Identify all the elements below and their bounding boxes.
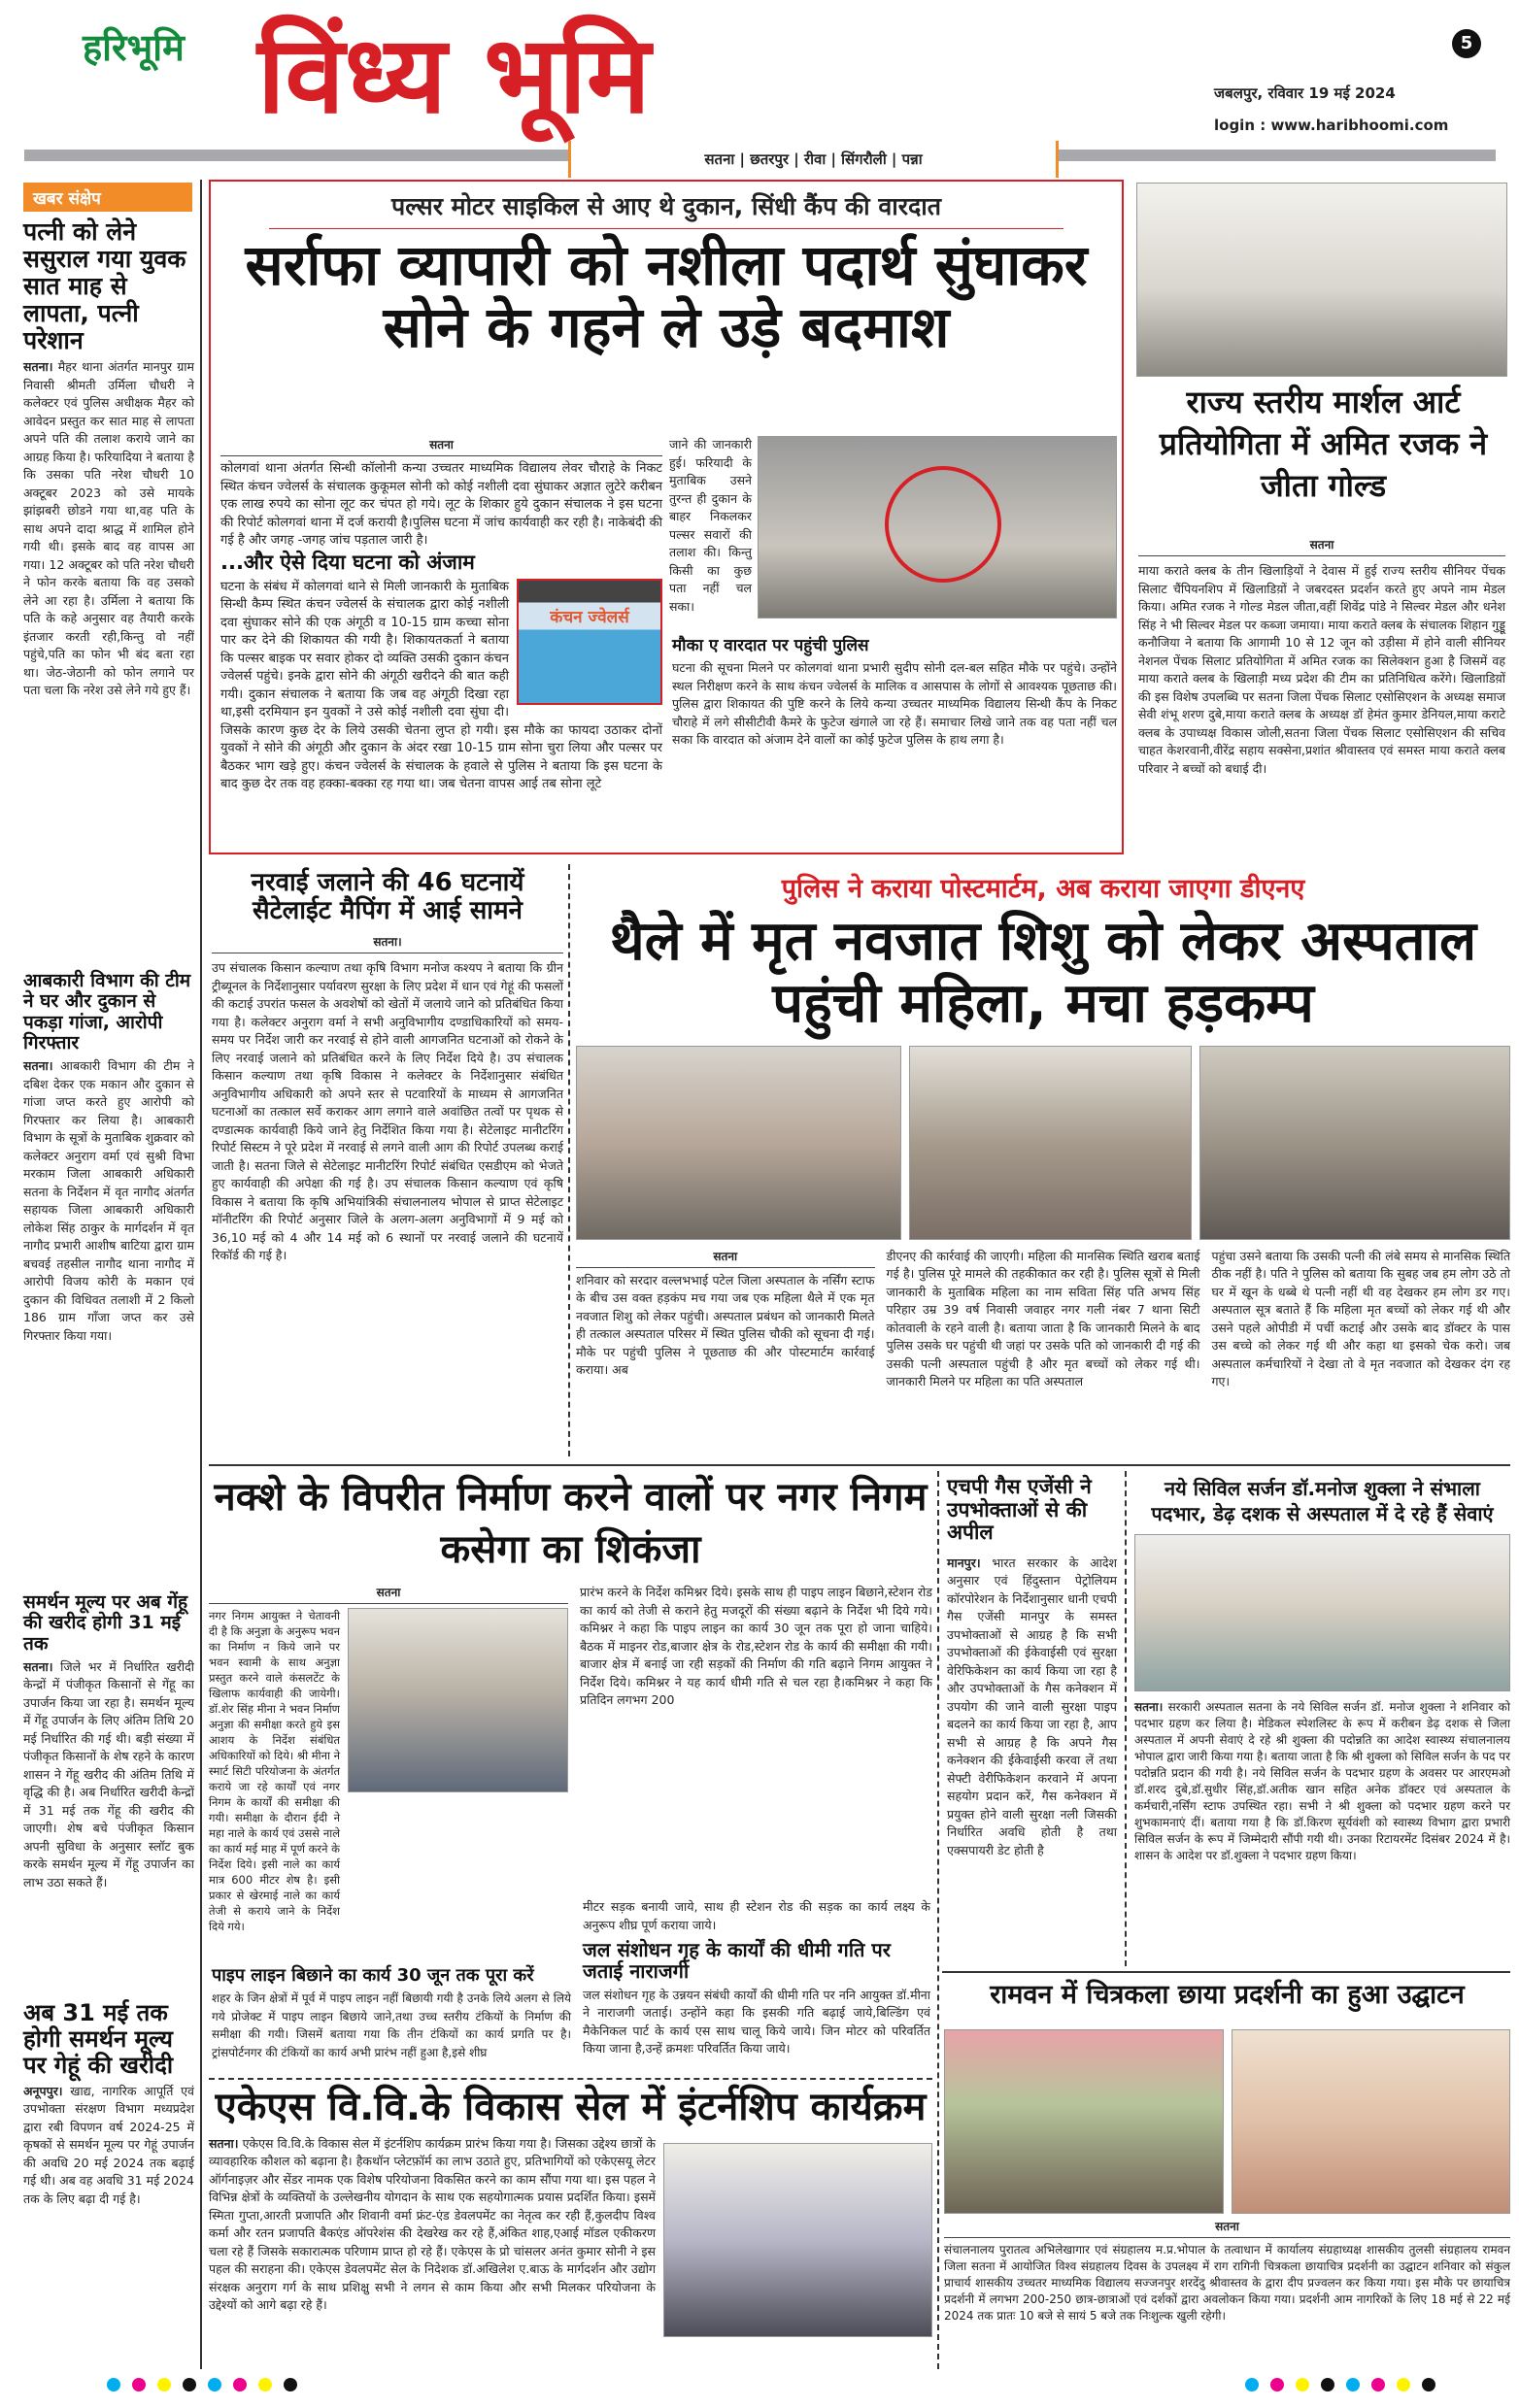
color-dot <box>107 2378 120 2391</box>
story-body: माया कराते क्लब के तीन खिलाड़ियों ने देवास में हुई राज्य स्तरीय सीनियर पेंचक सिलाट चैंपियनशिप में खिलाडिय़ों ने जबरदस्त प्रदर्शन करते हुए अपने नाम मेडल किया। अमित रजक ने गोल्ड मेडल जीता,वहीं शिवेंद्र पांडे ने सिल्वर मेडल और धनेश सिंह ने भी सिल्वर मेडल पर कब्जा जमाया। माया कराते क्लब के संचालक शिहान गुड्डू कनौजिया ने बताया कि आगामी 10 से 12 जून को उड़ीसा में होने वाली सीनियर नेशनल पेंचक सिलाट प्रतियोगिता में अमित रजक का सिलेक्शन हुआ है जिसमें वह माया कराते क्लब के खिलाड़ी मध्य प्रदेश की टीम का प्रतिनिधित्व करेंगे। खिलाडिय़ों की इस विशेष उपलब्धि पर सतना जिला पेंचक सिलाट एसोसिएशन के अध्यक्ष समाज सेवी शंभू शरण दुबे,माया कराते क्लब के अध्यक्ष डॉ हेमंत कुमार डेनियल,माया कराटे क्लब के उपाध्यक्ष विकास जोली,सतना जिला पेंचक सिलाट एसोसिएशन की सचिव चाहत केशरवानी,वीरेंद्र सहाय सक्सेना,प्रशांत श्रीवास्तव एवं समस्त माया कराते क्लब परिवार ने बच्चों को बधाई दी। <box>1138 563 1505 776</box>
headline: थैले में मृत नवजात शिशु को लेकर अस्पताल पहुंची महिला, मचा हड़कम्प <box>609 910 1477 1036</box>
section-rule <box>942 1971 1510 1973</box>
gas-story <box>947 1476 1117 1909</box>
dateline: सतना <box>220 436 662 456</box>
section-rule <box>209 2078 932 2080</box>
medal-winners-photo <box>1136 183 1507 377</box>
color-dot <box>1296 2378 1309 2391</box>
color-dot-group <box>107 2377 309 2395</box>
story-body: सरकारी अस्पताल सतना के नये सिविल सर्जन डॉ. मनोज शुक्ला ने शनिवार को पदभार ग्रहण कर लिया है। मेडिकल स्पेशलिस्ट के रूप में करीबन डेढ़ दशक से जिला अस्पताल में अपनी सेवाएं दे रहे श्री शुक्ला की पदोन्नति का आदेश स्वास्थ्य संचालनालय भोपाल द्वारा जारी किया गया है। बताया जाता है कि श्री शुक्ला को सिविल सर्जन के पद पर पदोन्नति प्रदान की गयी है। नये सिविल सर्जन के पदभार ग्रहण के अवसर पर आरएमओ डॉ.शरद दुबे,डॉ.सुधीर सिंह,डॉ.अतीक खान सहित अनेक डॉक्टर एवं अस्पताल के कर्मचारी,नर्सिंग स्टाफ उपस्थित रहा। सभी ने श्री शुक्ला को पदभार ग्रहण करने पर शुभकामनाएं दीं। बताया गया है कि डॉ.किरण सूर्यवंशी को स्वास्थ्य विभाग द्वारा प्रभारी सिविल सर्जन के रूप में जिम्मेदारी सौंपी गयी थी। उनका रिटायरमेंट दिसंबर 2024 में है। शासन के आदेश पर डॉ.शुक्ला ने पदभार ग्रहण किया। <box>1134 1700 1510 1862</box>
column-divider <box>200 180 202 2369</box>
headline: राज्य स्तरीय मार्शल आर्ट प्रतियोगिता में अमित रजक ने जीता गोल्ड <box>1159 384 1488 505</box>
dateline: सतना <box>1138 536 1505 556</box>
headline: पत्नी को लेने ससुराल गया युवक सात माह से लापता, पत्नी परेशान <box>23 217 186 354</box>
kicker: पुलिस ने कराया पोस्टमार्टम, अब कराया जाएगा डीएनए <box>781 874 1305 904</box>
headline: नये सिविल सर्जन डॉ.मनोज शुक्ला ने संभाला पदभार, डेढ़ दशक से अस्पताल में दे रहे हैं सेवाएं <box>1151 1477 1494 1525</box>
story-intro: कोलगवां थाना अंतर्गत सिन्धी कॉलोनी कन्या उच्चतर माध्यमिक विद्यालय लेवर चौराहे के निकट स्थित कंचन ज्वेलर्स के संचालक कुकूमल सोनी को कोई नशीली दवा सुंघाकर अज्ञात लुटेरे करीबन एक लाख रुपये का सोना लूट कर चंपत हो गये। लूट के शिकार हुये दुकान संचालक ने इस घटना की रिपोर्ट कोलगवां थाना में दर्ज करायी है।पुलिस घटना में जांच कार्यवाही कर रही है। नाकेबंदी की गई है और जगह -जगह जांच पड़ताल जारी है। <box>220 461 662 548</box>
city-list: सतना | छतरपुर | रीवा | सिंगरौली | पन्ना <box>568 141 1059 178</box>
subheadline: ...और ऐसे दिया घटना को अंजाम <box>220 551 475 574</box>
surgeon-photo <box>1134 1534 1510 1691</box>
story-body: संचालनालय पुरातत्व अभिलेखागार एवं संग्रहालय म.प्र.भोपाल के तत्वाधान में कार्यालय संग्रहाध्यक्ष शासकीय तुलसी संग्रहालय रामवन जिला सतना में आयोजित विश्व संग्रहालय दिवस के उपलक्ष्य में राग रागिनी चित्रकला छायाचित्र प्रदर्शनी का उद्घाटन शनिवार को संकुल प्राचार्य शासकीय उच्चतर माध्यमिक विद्यालय सज्जनपुर शरदेंदु श्रीवास्तव के द्वारा दीप प्रज्वलन कर किया गया। इस मौके पर छायाचित्र प्रदर्शनी में लगभग 200-250 छात्र-छात्राओं एवं दर्शकों द्वारा अवलोकन किया गया। प्रदर्शनी आम नागरिकों के लिए 18 मई से 22 मई 2024 तक प्रातः 10 बजे से सायं 5 बजे तक निःशुल्क खुली रहेगी। <box>944 2243 1510 2324</box>
registration-marks <box>107 2377 1447 2395</box>
brief-4 <box>23 2000 194 2296</box>
highlight-circle <box>885 466 1001 583</box>
newborn-story <box>576 869 1510 1459</box>
subheadline: पाइप लाइन बिछाने का कार्य 30 जून तक पूरा करें <box>212 1965 534 1986</box>
brief-2 <box>23 971 194 1560</box>
headline: अब 31 मई तक होगी समर्थन मूल्य पर गेहूं की खरीदी <box>23 1999 174 2079</box>
page-number: 5 <box>1452 29 1481 58</box>
color-dot-group <box>1245 2377 1447 2395</box>
headline: सर्राफा व्यापारी को नशीला पदार्थ सुंघाकर सोने के गहने ले उड़े बदमाश <box>245 232 1088 360</box>
headline: समर्थन मूल्य पर अब गेंहू की खरीद होगी 31 मई तक <box>23 1591 188 1655</box>
story-body: शहर के जिन क्षेत्रों में पूर्व में पाइप लाइन नहीं बिछायी गयी है उनके लिये अलग से लिये गये प्रोजेक्ट में पाइप लाइन बिछाये जाने,तथा उच्च स्तरीय टंकियों के निर्माण की समीक्षा की गयी। जिसमें बताया गया कि तीन टंकियों का कार्य प्रगति पर है। ट्रांसपोर्टनगर की टंकियों का कार्य अभी प्रारंभ नहीं हुआ है,इसे शीघ्र <box>212 1991 571 2059</box>
story-body-wrap <box>220 579 662 812</box>
subheadline: मौका ए वारदात पर पहुंची पुलिस <box>672 636 869 655</box>
story-body: जल संशोधन गृह के उन्नयन संबंधी कार्यों की धीमी गति पर ननि आयुक्त डॉ.मीना ने नाराजगी जताई। उन्होंने कहा कि इसकी गति बढ़ाई जाये,बिल्डिंग एवं मैकेनिकल पार्ट के कार्य एस साथ चालू किये जाये। जिन मोटर को परिवर्तित किया जाना है,उन्हें क्रमशः परिवर्तित किया जाये। <box>583 1987 930 2057</box>
story-body: घटना के संबंध में कोलगवां थाने से मिली जानकारी के मुताबिक सिन्धी कैम्प स्थित कंचन ज्वेलर्स के संचालक द्वारा कोई नशीली दवा सुंघाकर सोने की एक अंगूठी व 10-15 ग्राम कच्चा सोना पार कर देने की शिकायत की गयी है। शिकायतकर्ता ने बताया कि पल्सर बाइक पर सवार होकर दो व्यक्ति उसकी दुकान कंचन ज्वेलर्स पहुंचे। इनके द्वारा सोने की अंगूठी खरीदने की बात कही गयी। दुकान संचालक ने बताया कि जब वह अंगूठी दिखा रहा था,इसी दरमियान इन युवकों ने उसे कोई नशीली दवा सुंघा दी। जिसके कारण कुछ देर के लिये उसकी चेतना लुप्त हो गयी। इस मौके का फायदा उठाकर दोनों युवकों ने सोने की अंगूठी और दुकान के अंदर रखा 10-15 ग्राम सोना चुरा लिया और पल्सर पर बैठकर भाग खड़े हुए। कंचन ज्वेलर्स के संचालक के हवाले से पुलिस ने बताया कि इस घटना के बाद कुछ देर तक वह हक्का-बक्का रह गया था। जब चेतना वापस आई तब सोना लूटे <box>220 579 662 792</box>
color-dot <box>132 2378 146 2391</box>
story-body: एकेएस वि.वि.के विकास सेल में इंटर्नशिप कार्यक्रम प्रारंभ किया गया है। जिसका उद्देश्य छात्रों के व्यावहारिक कौशल को बढ़ाना है। हैकथॉन प्लेटफ़ॉर्म का लाभ उठाते हुए, प्रतिभागियों को एकेएसयू लेटर ऑर्गनाइज़र और सेंडर नामक एक विशेष परियोजना विकसित करने का काम सौंपा गया था। इस पहल ने विभिन्न क्षेत्रों के व्यक्तियों के उल्लेखनीय योगदान के साथ एक सहयोगात्मक प्रयास प्रदर्शित किया। इसमें स्मिता गुप्ता,आरती प्रजापति और शिवानी वर्मा फ्रंट-एंड डेवलपमेंट का नेतृत्व कर रही हैं,कुलदीप विश्व कर्मा और रतन प्रजापति बैकएंड ऑपरेशंस की देखरेख कर रहे हैं,अंकित शाह,एआई मॉडल एकीकरण चला रहे हैं जिसके सकारात्मक परिणाम प्राप्त हो रहे हैं। एकेएस के प्रो चांसलर अनंत कुमार सोनी ने इस पहल की सराहना की। एकेएस डेवलपमेंट सेल के निदेशक डॉ.अखिलेश ए.बाऊ के मार्गदर्शन और उद्योग संरक्षक अनुराग गर्ग के साथ प्रशिक्षु सभी ने लगन से काम किया और सभी मिलकर परियोजना के उद्देश्यों को आगे बढ़ा रहे हैं। <box>209 2135 656 2313</box>
dateline: सतना <box>944 2218 1510 2238</box>
dateline: सतना। <box>23 359 53 374</box>
color-dot <box>208 2378 221 2391</box>
color-dot <box>157 2378 171 2391</box>
brand-logo: हरिभूमि <box>83 26 185 69</box>
dateline: सतना <box>209 1584 568 1604</box>
color-dot <box>1371 2378 1385 2391</box>
stubble-story <box>212 869 563 1408</box>
story-body: खाद्य, नागरिक आपूर्ति एवं उपभोक्ता संरक्षण विभाग मध्यप्रदेश द्वारा रबी विपणन वर्ष 2024-25 में कृषकों से समर्थन मूल्य पर गेहूं उपार्जन की अवधि 20 मई 2024 तक बढ़ाई गई थी। अब वह अवधि 31 मई 2024 तक के लिए बढ़ा दी गई है। <box>23 2083 194 2206</box>
brief-3 <box>23 1592 194 1940</box>
color-dot <box>258 2378 272 2391</box>
kicker: पल्सर मोटर साइकिल से आए थे दुकान, सिंधी कैंप की वारदात <box>269 189 1063 229</box>
internship-story <box>209 2086 932 2351</box>
meeting-photo <box>348 1608 568 1792</box>
story-body: पहुंचा उसने बताया कि उसकी पत्नी की लंबे समय से मानसिक स्थिति ठीक नहीं है। पति ने पुलिस को बताया कि सुबह जब हम लोग उठे तो घर में खून के धब्बे थे पत्नी नहीं थी वह देखकर हम लोग डर गए। अस्पताल सूत्र बताते हैं कि महिला मृत बच्चों को लेकर गई थी और उसने पहले ओपीडी में पर्ची कटाई और उसके बाद डॉक्टर के पास उस बच्चे को लेकर गई थी और कहा था इसको चेक करो। जब अस्पताल कर्मचारियों ने देखा तो वे मृत नवजात को देखकर दंग रह गए। <box>1211 1248 1511 1389</box>
color-dot <box>1270 2378 1284 2391</box>
museum-photo <box>1232 2029 1511 2214</box>
headline: रामवन में चित्रकला छाया प्रदर्शनी का हुआ उद्घाटन <box>990 1980 1465 2010</box>
headline: नरवाई जलाने की 46 घटनायें सैटेलाईट मैपिंग में आई सामने <box>251 868 524 926</box>
color-dot <box>233 2378 247 2391</box>
lead-story-box <box>209 180 1124 854</box>
story-body: जिले भर में निर्धारित खरीदी केन्द्रों में पंजीकृत किसानों से गेंहू का उपार्जन किया जा रहा है। समर्थन मूल्य में गेंहू उपार्जन के लिए अंतिम तिथि 20 मई निर्धारित की गई थी। बड़ी संख्या में पंजीकृत किसानों के शेष रहने के कारण शासन ने गेंहू खरीद की अंतिम तिथि में वृद्धि की है। अब निर्धारित खरीदी केन्द्रों में 31 मई तक गेंहू की खरीद की जाएगी। शेष बचे पंजीकृत किसान अपनी सुविधा के अनुसार स्लॉट बुक करके समर्थन मूल्य में गेंहू उपार्जन का लाभ उठा सकते हैं। <box>23 1658 194 1890</box>
police-photo <box>909 1046 1192 1240</box>
brief-1 <box>23 218 194 897</box>
section-rule <box>209 1464 1510 1466</box>
color-dot <box>1422 2378 1435 2391</box>
color-dot <box>1245 2378 1259 2391</box>
side-text: जाने की जानकारी हुई। फरियादी के मुताबिक उसने तुरन्त ही दुकान के बाहर निकलकर पल्सर सवारों की तलाश की। किन्तु किसी का कुछ पता नहीं चल सका। <box>669 437 752 614</box>
story-body: उप संचालक किसान कल्याण तथा कृषि विभाग मनोज कश्यप ने बताया कि ग्रीन ट्रीब्यूनल के निर्देशानुसार पर्यावरण सुरक्षा के लिए प्रदेश में धान एवं गेहूं की फसलों की कटाई उपरांत फसल के अवशेषों को खेतों में जलाये जाने को प्रतिबंधित किया गया है। कलेक्टर अनुराग वर्मा ने सभी अनुविभागीय दण्डाधिकारियों को समय-समय पर निर्देश जारी कर नरवाई से होने वाली आगजनित घटनाओं को रोकने के लिए नरवाई जलाने को प्रतिबंधित करने के लिए निर्देश दिये है। उप संचालक किसान कल्याण तथा कृषि विकास ने कलेक्टर के निर्देशानुसार संबंधित अनुविभागीय अधिकारी को अपने स्तर से पटवारियों के माध्यम से आगजनित घटनाओं का तत्काल सर्वे कराकर आग लगाने वाले अवांछित तत्वों पर पृथक से दण्डात्मक कार्यवाही किये जाने हेतु निर्देशित किया गया है। सेटेलाइट मानीटरिंग रिपोर्ट सिस्टम ने पूरे प्रदेश में नरवाई से लगने वाली आग की रिपोर्ट उपलब्ध कराई जाती है। सतना जिले से सेटेलाइट मानीटरिंग रिपोर्ट संबंधित एसडीएम को भेजते हुए कार्यवाही की अपेक्षा की गई है। उप संचालक किसान कल्याण एवं कृषि विकास ने बताया कि कृषि अभियांत्रिकी संचालनालय भोपाल से प्राप्त सेटेलाइट मॉनीटरिंग की रिपोर्ट अनुसार जिले के अलग-अलग अनुविभागों में 9 मई को 36,10 मई को 4 और 14 मई को 6 स्थानों पर नरवाई जलाने की घटनायें रिकॉर्ड की गई है। <box>212 960 563 1263</box>
column-divider <box>1125 1471 1127 1966</box>
inauguration-photo <box>944 2029 1224 2214</box>
shop-photo <box>517 579 662 705</box>
hospital-photo <box>576 1046 901 1240</box>
headline: नक्शे के विपरीत निर्माण करने वालों पर नगर निगम कसेगा का शिकंजा <box>214 1475 928 1572</box>
color-dot <box>1397 2378 1410 2391</box>
story-body: शनिवार को सरदार वल्लभभाई पटेल जिला अस्पताल के नर्सिंग स्टाफ के बीच उस वक्त हड़कंप मच गया जब एक महिला थैले में एक मृत नवजात शिशु को लेकर पहुंची। अस्पताल प्रबंधन को जानकारी मिलते ही तत्काल अस्पताल परिसर में स्थित पुलिस चौकी को सूचना दी गई। मौके पर पहुंची पुलिस ने पूछताछ की और पोस्टमार्टम कार्रवाई कराया। अब <box>576 1272 875 1378</box>
subheadline: जल संशोधन गृह के कार्यों की धीमी गति पर जताई नाराजगी <box>583 1938 891 1984</box>
color-dot <box>1346 2378 1360 2391</box>
headline: आबकारी विभाग की टीम ने घर और दुकान से पकड़ा गांजा, आरोपी गिरफ्तार <box>23 970 191 1054</box>
section-label: खबर संक्षेप <box>23 183 192 212</box>
dateline: मानपुर। <box>947 1555 981 1570</box>
headline: एचपी गैस एजेंसी ने उपभोक्ताओं से की अपील <box>947 1475 1092 1545</box>
story-body: घटना की सूचना मिलने पर कोलगवां थाना प्रभारी सुदीप सोनी दल-बल सहित मौके पर पहुंचे। उन्होंने स्थल निरीक्षण करने के साथ कंचन ज्वेलर्स के मालिक व आसपास के लोगों से आवश्यक पूछताछ की।पुलिस द्वारा शिकायत की पुष्टि करने के लिये कन्या उच्चतर माध्यमिक विद्यालय सिन्धी कैंप के निकट चौराहे में लगे सीसीटीवी कैमरे के फुटेज खंगाले जा रहे हैं। समाचार लिखे जाने तक वह पता नहीं चल सका कि वारदात को अंजाम देने वालों का कोई फुटेज पुलिस के हाथ लगा है। <box>672 660 1117 748</box>
color-dot <box>284 2378 297 2391</box>
ramvan-story <box>944 1981 1510 2341</box>
color-dot <box>1321 2378 1334 2391</box>
story-body: मीटर सड़क बनायी जाये, साथ ही स्टेशन रोड की सड़क का कार्य लक्ष्य के अनुरूप शीघ्र पूर्ण कराया जाये। <box>583 1899 930 1932</box>
cctv-photo <box>758 436 1117 619</box>
dateline: सतना। <box>1134 1700 1164 1714</box>
edition-date: जबलपुर, रविवार 19 मई 2024 <box>1214 84 1396 102</box>
dateline: सतना। <box>209 2135 239 2151</box>
dateline: सतना। <box>23 1058 53 1074</box>
story-body: नगर निगम आयुक्त ने चेतावनी दी है कि अनुज्ञा के अनुरूप भवन का निर्माण न किये जाने पर भवन स्वामी के साथ अनुज्ञा प्रस्तुत करने वाले कंसलटेंट के खिलाफ कार्यवाही की जायेगी। डॉ.शेर सिंह मीना ने भवन निर्माण अनुज्ञा की समीक्षा करते हुये इस आशय के निर्देश संबंधित अधिकारियों को दिये। श्री मीना ने स्मार्ट सिटी परियोजना के अंतर्गत कराये जा रहे कार्यों एवं नगर निगम के कार्यों की समीक्षा की गयी। समीक्षा के दौरान ईदी ने महा नाले के कार्य एवं उससे नाले का कार्य मई माह में पूर्ण करने के निर्देश दिये। इसी नाले का कार्य मात्र 600 मीटर शेष है। इसी प्रकार से खेरमाई नाले का कार्य तेजी से कराये जाने के निर्देश दिये गये। <box>209 1609 340 1933</box>
dateline: सतना। <box>23 1658 53 1674</box>
story-body: मैहर थाना अंतर्गत मानपुर ग्राम निवासी श्रीमती उर्मिला चौधरी ने कलेक्टर एवं पुलिस अधीक्षक मैहर को आवेदन प्रस्तुत कर सात माह से लापता अपने पति की तलाश कराये जाने का आग्रह किया है। फरियादिया ने बताया है कि उसका पति नरेश चौधरी 10 अक्टूबर 2023 को उसे मायके झांझबरी छोडने गया था,वह पति के साथ अपने दादा श्राद्ध में शामिल होने गयी थी। इसके बाद वह वापस आ गया। 12 अक्टूबर को पति नरेश चौधरी ने फोन करके बताया कि वह उसको लेने आ रहा है। उर्मिला ने बताया कि पति के कहे अनुसार वह तैयारी करके इंतजार करती रही,किन्तु वो नहीं पहुंचे,पति का फोन भी बंद बता रहा था। जेठ-जेठानी को फोन लगाने पर पता चला कि नरेश उसे लेने गये हुए हैं। <box>23 359 194 697</box>
column-divider <box>568 864 570 1456</box>
story-body: प्रारंभ करने के निर्देश कमिश्नर दिये। इसके साथ ही पाइप लाइन बिछाने,स्टेशन रोड का कार्य को तेजी से कराने हेतु मजदूरों की संख्या बढ़ाने के निर्देश भी दिये गये। कमिश्नर ने कहा कि पाइप लाइन का कार्य 30 जून तक पूरा हो जाना चाहिये। बैठक में माइनर रोड,बाजार क्षेत्र के रोड,स्टेशन रोड के कार्य की समीक्षा की गयी। बाजार क्षेत्र में बनाई जा रही सड़कों की निर्माण की गति बढ़ाने निगम आयुक्त ने निर्देश दिये। कमिश्नर ने यह कार्य धीमी गति से चल रहा है।कमिश्नर ने कहा कि प्रतिदिन लगभग 200 <box>580 1585 932 1707</box>
surgeon-story <box>1134 1476 1510 1897</box>
story-body: डीएनए की कार्रवाई की जाएगी। महिला की मानसिक स्थिति खराब बताई गई है। पुलिस पूरे मामले की तहकीकात कर रही है। पुलिस सूत्रों से मिली जानकारी के मुताबिक महिला का नाम सविता सिंह पति अभय सिंह परिहार उम्र 39 वर्ष निवासी जवाहर नगर गली नंबर 7 थाना सिटी कोतवाली के रहने वाली है। बताया जाता है कि जानकारी मिलने के बाद पुलिस उसके घर पहुंची थी जहां पर उसके पति को जानकारी दी गई की उसकी पत्नी अस्पताल पहुंची है और मृत बच्चों को लेकर गई थी। जानकारी मिलने पर महिला का पति अस्पताल <box>886 1248 1200 1389</box>
dateline: सतना <box>576 1248 875 1268</box>
headline: एकेएस वि.वि.के विकास सेल में इंटर्नशिप कार्यक्रम <box>215 2085 927 2129</box>
interns-photo <box>663 2143 932 2337</box>
page-title: विंध्य भूमि <box>257 13 651 137</box>
hospital-photo <box>1199 1046 1510 1240</box>
dateline: अनूपपुर। <box>23 2083 63 2098</box>
story-body: आबकारी विभाग की टीम ने दबिश देकर एक मकान और दुकान से गांजा जप्त करते हुए आरोपी को गिरफ्तार कर लिया है। आबकारी विभाग के सूत्रों के मुताबिक शुक्रवार को कलेक्टर अनुराग वर्मा एवं सुश्री विभा मरकाम जिला आबकारी अधिकारी सतना के निर्देशन में वृत नागौद अंतर्गत सहायक जिला आबकारी अधिकारी लोकेश सिंह ठाकुर के मार्गदर्शन में वृत नागौद प्रभारी आशीष बाटिया द्वारा ग्राम बचवई तहसील नागौद थाना नागौद में आरोपी विजय कोरी के मकान एवं दुकान की विधिवत तलाशी में 2 किलो 186 ग्राम गाँजा जप्त कर उसे गिरफ्तार किया गया। <box>23 1058 194 1343</box>
shop-sign: कंचन ज्वेलर्स <box>550 607 629 627</box>
dateline: सतना। <box>212 933 563 953</box>
column-divider <box>937 1471 939 2369</box>
color-dot <box>183 2378 196 2391</box>
website-link[interactable]: login : www.haribhoomi.com <box>1214 117 1449 134</box>
story-body: भारत सरकार के आदेश अनुसार एवं हिंदुस्तान पेट्रोलियम कॉरपोरेशन के निर्देशानुसार धानी एचपी गैस एजेंसी मानपुर के समस्त उपभोक्ताओं से आग्रह है कि सभी उपभोक्ताओं की ईकेवाईसी एवं सुरक्षा वेरिफिकेशन का कार्य किया जा रहा है और उपभोक्ताओं के गैस कनेक्शन में उपयोग की जाने वाली सुरक्षा पाइप बदलने का कार्य किया जा रहा है, आप सभी से आग्रह है कि अपने गैस कनेक्शन की ईकेवाईसी करवा लें तथा सेफ्टी वेरीफिकेशन करवाने में अपना सहयोग प्रदान करें, गैस कनेक्शन में प्रयुक्त होने वाली सुरक्षा नली जिसकी निर्धारित अवधि होती है तथा एक्सपायरी डेट होती है <box>947 1555 1117 1857</box>
